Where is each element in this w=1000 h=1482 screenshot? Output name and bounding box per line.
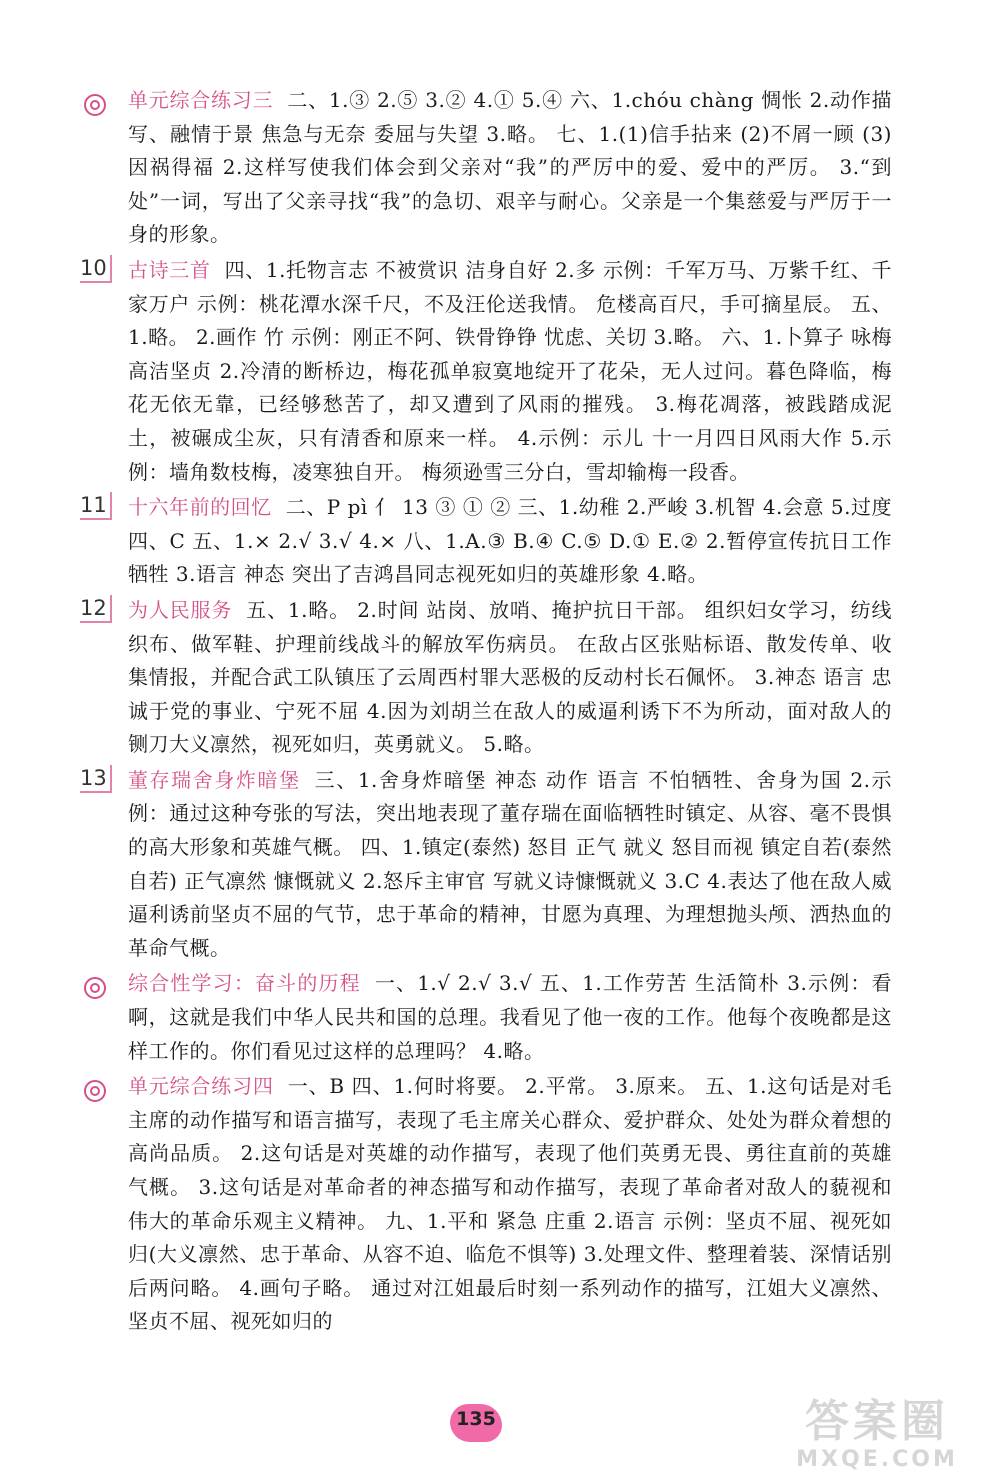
entry-title: 古诗三首 [128, 257, 211, 282]
entry-lesson-11 [0, 491, 1000, 592]
entry-text [128, 764, 892, 966]
entry-title: 单元综合练习四 [128, 1074, 274, 1099]
entry-body: 四、1.托物言志 不被赏识 洁身自好 2.多 示例：千军万马、万紫千红、千家万户 示例：桃花潭水深千尺，不及汪伦送我情。 危楼高百尺，手可摘星辰。 五、1.略。 2.画作 竹 示例：刚正不阿、铁骨铮铮 忧虑、关切 3.略。 六、1.卜算子 咏梅 高洁坚贞 2.冷清的断桥边，梅花孤单寂寞地绽开了花朵，无人过问。暮色降临，梅花无依无靠，已经够愁苦了，却又遭到了风雨的摧残。 3.梅花凋落，被践踏成泥土，被碾成尘灰，只有清香和原来一样。 4.示例：示儿 十一月四日风雨大作 5.示例：墙角数枝梅，凌寒独自开。 梅须逊雪三分白，雪却输梅一段香。 [128, 257, 893, 484]
entry-body: 一、B 四、1.何时将要。 2.平常。 3.原来。 五、1.这句话是对毛主席的动作描写和语言描写，表现了毛主席关心群众、爱护群众、处处为群众着想的高尚品质。 2.这句话是对英雄的动作描写，表现了他们英勇无畏、勇往直前的英雄气概。 3.这句话是对革命者的神态描写和动作描写，表现了革命者对敌人的藐视和伟大的革命乐观主义精神。 九、1.平和 紧急 庄重 2.语言 示例：坚贞不屈、视死如归(大义凛然、忠于革命、从容不迫、临危不惧等) 3.处理文件、整理着装、深情话别 后两问略。 4.画句子略。 通过对江姐最后时刻一系列动作的描写，江姐大义凛然、坚贞不屈、视死如归的 [128, 1074, 892, 1334]
entry-body: 五、1.略。 2.时间 站岗、放哨、掩护抗日干部。 组织妇女学习，纺线织布、做军鞋、护理前线战斗的解放军伤病员。 在敌占区张贴标语、散发传单、收集情报，并配合武工队镇压了云周西村罪大恶极的反动村长石佩怀。 3.神态 语言 忠诚于党的事业、宁死不屈 4.因为刘胡兰在敌人的威逼利诱下不为所动，面对敌人的铡刀大义凛然，视死如归，英勇就义。 5.略。 [128, 597, 892, 757]
entry-text [128, 491, 892, 592]
lesson-number: 10 [80, 255, 112, 283]
entry-body: 一、1.√ 2.√ 3.√ 五、1.工作劳苦 生活简朴 3.示例：看啊，这就是我们中华人民共和国的总理。我看见了他一夜的工作。他每个夜晚都是这样工作的。你们看见过这样的总理吗？ 4.略。 [128, 971, 892, 1063]
entry-lesson-13 [0, 764, 1000, 966]
circle-marker-icon [84, 94, 106, 116]
lesson-number: 12 [80, 595, 112, 623]
lesson-number: 11 [80, 492, 112, 520]
circle-marker-icon [84, 1080, 106, 1102]
page-number: 135 [456, 1408, 496, 1430]
page-number-badge [446, 1398, 510, 1450]
entry-title: 董存瑞舍身炸暗堡 [128, 767, 301, 792]
entry-body: 二、P pì 亻 13 ③ ① ② 三、1.幼稚 2.严峻 3.机智 4.会意 5.过度 四、C 五、1.× 2.√ 3.√ 4.× 八、1.A.③ B.④ C.⑤ D.① E.② 2.暂停宣传抗日工作 牺牲 3.语言 神态 突出了吉鸿昌同志视死如归的英雄形象 4.略。 [128, 495, 892, 587]
watermark-title: 答案圈 [805, 1396, 949, 1447]
entry-title: 综合性学习：奋斗的历程 [128, 971, 361, 996]
entry-text [128, 254, 892, 489]
entry-text [128, 594, 892, 762]
entry-unit-review-3 [0, 84, 1000, 252]
entry-title: 单元综合练习三 [128, 88, 274, 112]
lesson-number: 13 [80, 765, 112, 793]
entry-body: 三、1.舍身炸暗堡 神态 动作 语言 不怕牺牲、舍身为国 2.示例：通过这种夸张的写法，突出地表现了董存瑞在面临牺牲时镇定、从容、毫不畏惧的高大形象和英雄气概。 四、1.镇定(泰然) 怒目 正气 就义 怒目而视 镇定自若(泰然自若) 正气凛然 慷慨就义 2.怒斥主审官 写就义诗慷慨就义 3.C 4.表达了他在敌人威逼利诱前坚贞不屈的气节，忠于革命的精神，甘愿为真理、为理想抛头颅、洒热血的革命气概。 [128, 767, 893, 960]
watermark-logo [772, 1396, 982, 1476]
entry-title: 为人民服务 [128, 597, 233, 622]
answer-list [0, 84, 1000, 1341]
watermark-url: MXQE.COM [796, 1447, 958, 1472]
entry-lesson-10 [0, 254, 1000, 489]
entry-unit-review-4 [0, 1070, 1000, 1339]
entry-text [128, 967, 892, 1068]
entry-comprehensive-learning [0, 967, 1000, 1068]
entry-text [128, 84, 892, 252]
entry-lesson-12 [0, 594, 1000, 762]
entry-title: 十六年前的回忆 [128, 495, 272, 520]
entry-body: 二、1.③ 2.⑤ 3.② 4.① 5.④ 六、1.chóu chàng 惆怅 2.动作描写、融情于景 焦急与无奈 委屈与失望 3.略。 七、1.(1)信手拈来 (2)不屑一顾 (3)因祸得福 2.这样写使我们体会到父亲对“我”的严厉中的爱、爱中的严厉。 3.“到处”一词，写出了父亲寻找“我”的急切、艰辛与耐心。父亲是一个集慈爱与严厉于一身的形象。 [128, 88, 892, 247]
entry-text [128, 1070, 892, 1339]
circle-marker-icon [84, 977, 106, 999]
